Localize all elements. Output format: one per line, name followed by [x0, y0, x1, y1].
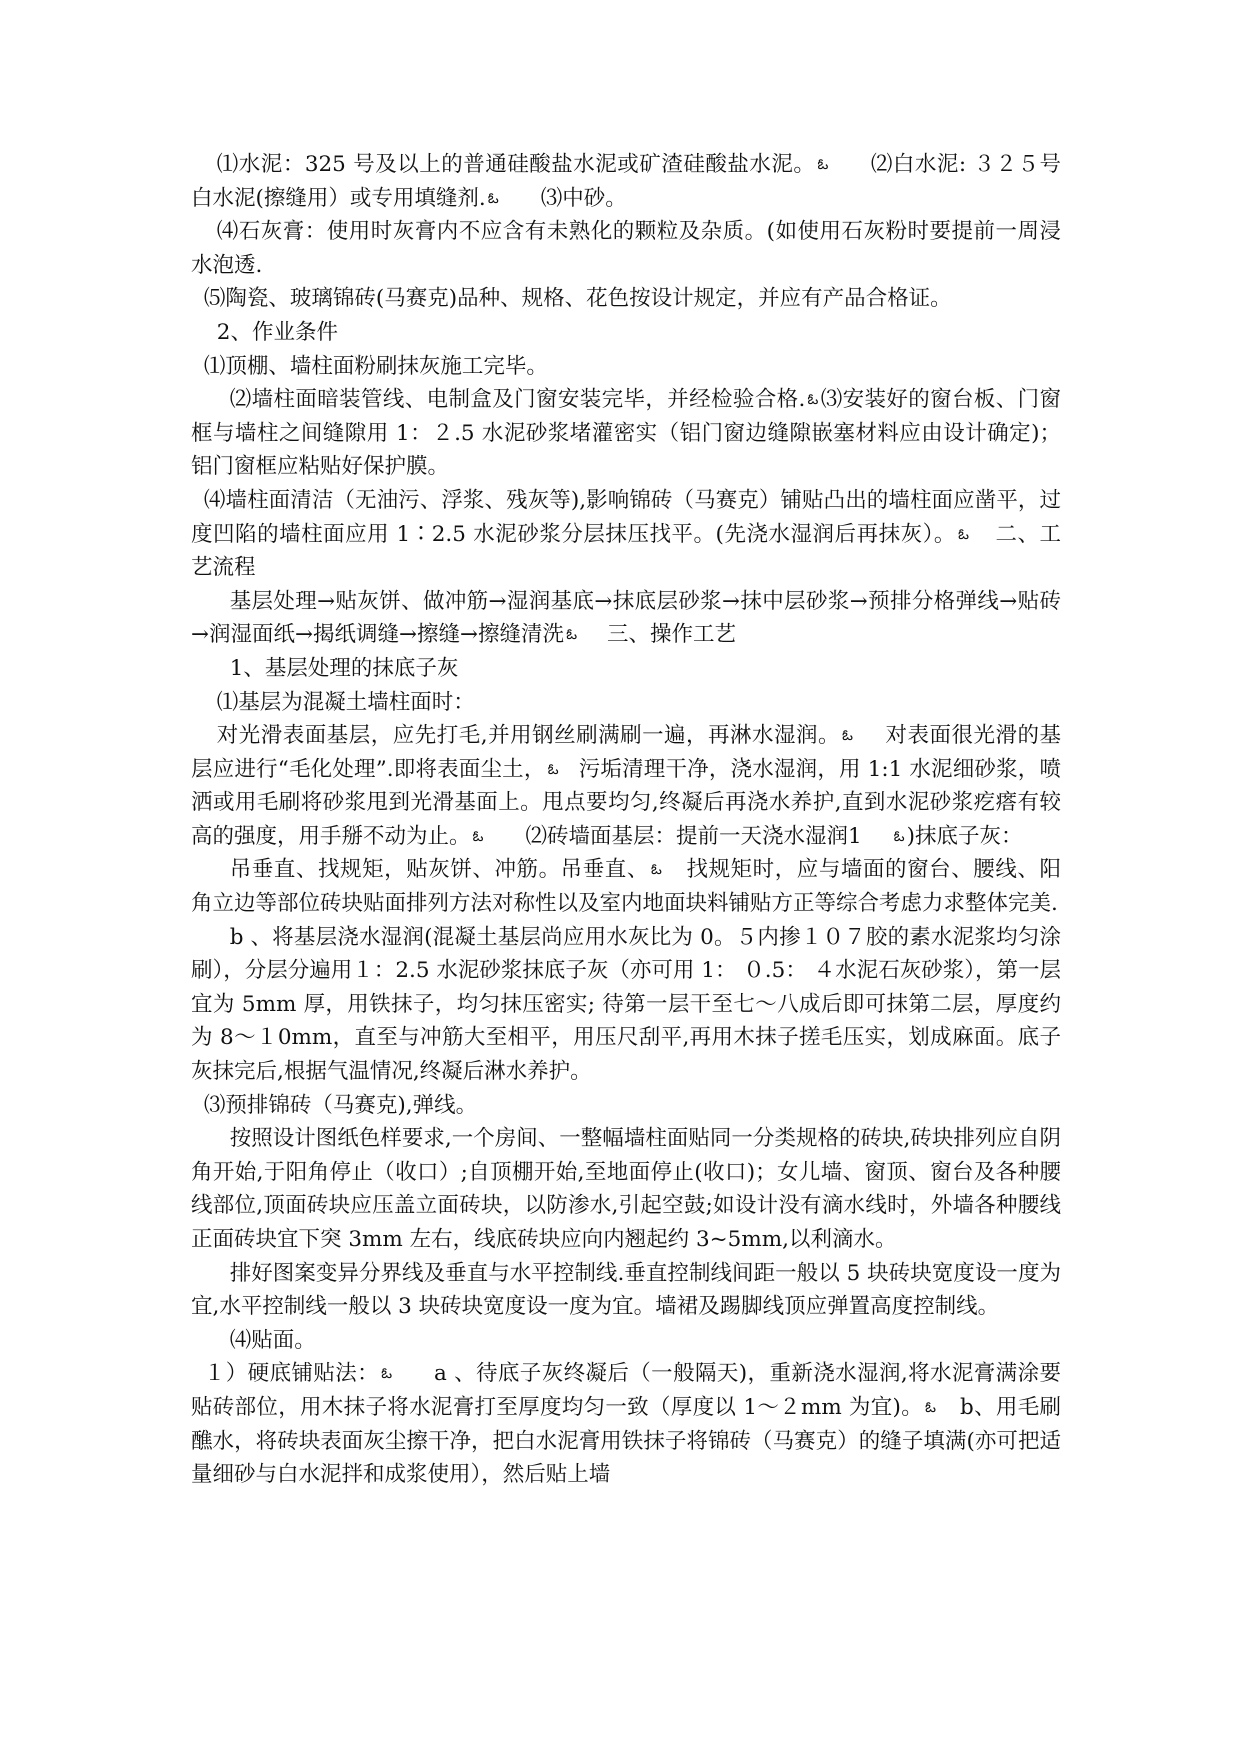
paragraph-wetting-base [191, 921, 1061, 1089]
paragraph-conditions-2 [191, 383, 1061, 484]
text-segment: ⑶安装好的窗台板、门窗框与墙柱之间缝隙用 1：２.5 水泥砂浆堵灌密实（铝门窗边缝隙嵌塞材料应由设计确定)；铝门窗框应粘贴好保护膜。 [191, 387, 1061, 480]
text-segment: ⑴基层为混凝土墙柱面时： [216, 689, 475, 715]
text-segment: ⑵砖墙面基层：提前一天浇水湿润1 [525, 823, 862, 849]
anchor-mark-icon: ఓ [547, 759, 559, 778]
text-segment: 2、作业条件 [216, 319, 338, 345]
section-heading-conditions [191, 316, 1061, 350]
text-segment: ⑶预排锦砖（马赛克),弹线。 [203, 1092, 478, 1118]
text-segment: 基层处理→贴灰饼、做冲筋→湿润基底→抹底层砂浆→抹中层砂浆→预排分格弹线→贴砖→润湿面纸→揭纸调缝→擦缝→擦缝清洗 [191, 588, 1061, 648]
text-segment: 排好图案变异分界线及垂直与水平控制线.垂直控制线间距一般以 5 块砖块宽度设一度为宜,水平控制线一般以 3 块砖块宽度设一度为宜。墙裙及踢脚线顶应弹置高度控制线。 [191, 1260, 1061, 1320]
paragraph-prearrange-rules [191, 1122, 1061, 1256]
paragraph-control-lines [191, 1257, 1061, 1324]
text-segment: ⑷墙柱面清洁（无油污、浮浆、残灰等),影响锦砖（马赛克）铺贴凸出的墙柱面应凿平，过度凹陷的墙柱面应用 1∶2.5 水泥砂浆分层抹压找平。(先浇水湿润后再抹灰）。 [191, 487, 1061, 547]
anchor-mark-icon: ఓ [472, 826, 484, 845]
anchor-mark-icon: ఓ [842, 726, 854, 745]
text-segment: ⑸陶瓷、玻璃锦砖(马赛克)品种、规格、花色按设计规定，并应有产品合格证。 [203, 286, 952, 312]
text-segment: ⑶中砂。 [540, 185, 627, 211]
text-segment: 1、基层处理的抹底子灰 [229, 655, 459, 681]
text-segment: 吊垂直、找规矩，贴灰饼、冲筋。吊垂直、 [229, 857, 649, 883]
anchor-mark-icon: ఓ [817, 155, 829, 173]
paragraph-hard-base-method [191, 1357, 1061, 1491]
text-segment: ⑵墙柱面暗装管线、电制盒及门窗安装完毕，并经检验合格. [229, 387, 806, 413]
subheading-base-treatment [191, 652, 1061, 686]
text-segment: １）硬底铺贴法： [203, 1361, 380, 1387]
text-segment: )抹底子灰： [906, 823, 1023, 849]
section-heading-process: 二、工艺流程 [191, 521, 1061, 581]
paragraph-smooth-base [191, 719, 1061, 853]
paragraph-materials-lime [191, 215, 1061, 282]
paragraph-materials-mosaic [191, 282, 1061, 316]
text-segment: 对表面很光滑的基层应进行“毛化处理”.即将表面尘土， [191, 723, 1061, 782]
text-segment: ⑴顶棚、墙柱面粉刷抹灰施工完毕。 [203, 353, 548, 379]
text-segment: 污垢清理干净，浇水湿润，用 1:1 水泥细砂浆，喷洒或用毛刷将砂浆甩到光滑基面上。甩点要均匀,终凝后再浇水养护,直到水泥砂浆疙瘩有较高的强度，用手掰不动为止。 [191, 756, 1061, 849]
text-segment: ⑵白水泥: ３２５号白水泥(擦缝用）或专用填缝剂. [191, 152, 1061, 211]
text-segment: 对光滑表面基层，应先打毛,并用钢丝刷满刷一遍，再淋水湿润。 [216, 723, 841, 749]
text-segment: b、用毛刷醮水，将砖块表面灰尘擦干净，把白水泥膏用铁抹子将锦砖（马赛克）的缝子填满(亦可把适量细砂与白水泥拌和成浆使用），然后贴上墙 [191, 1394, 1062, 1488]
paragraph-process-flow [191, 585, 1061, 652]
text-segment: 按照设计图纸色样要求,一个房间、一整幅墙柱面贴同一分类规格的砖块,砖块排列应自阴角开始,于阳角停止（收口）;自顶棚开始,至地面停止(收口)；女儿墙、窗顶、窗台及各种腰线部位,顶面砖块应压盖立面砖块，以防渗水,引起空鼓;如设计没有滴水线时，外墙各种腰线正面砖块宜下突 3mm 左右，线底砖块应向内翘起约 3~5mm,以利滴水。 [191, 1126, 1061, 1252]
paragraph-plumb-alignment [191, 853, 1061, 920]
anchor-mark-icon: ఓ [925, 1397, 936, 1416]
anchor-mark-icon: ఓ [487, 188, 499, 207]
text-segment: ⑷石灰膏：使用时灰膏内不应含有未熟化的颗粒及杂质。(如使用石灰粉时要提前一周浸水泡透. [191, 219, 1061, 278]
text-segment: ⑴水泥：325 号及以上的普通硅酸盐水泥或矿渣硅酸盐水泥。 [216, 152, 816, 177]
anchor-mark-icon: ఓ [893, 826, 905, 845]
paragraph-conditions-4 [191, 484, 1061, 585]
text-segment: a 、待底子灰终凝后（一般隔天)，重新浇水湿润,将水泥膏满涂要贴砖部位，用木抹子将水泥膏打至厚度均匀一致（厚度以 1～２mm 为宜)。 [191, 1361, 1061, 1420]
anchor-mark-icon: ఓ [957, 524, 969, 543]
paragraph-facing-heading [191, 1324, 1061, 1358]
anchor-mark-icon: ఓ [381, 1364, 393, 1383]
text-segment: ⑷贴面。 [229, 1327, 316, 1353]
paragraph-conditions-1 [191, 350, 1061, 384]
anchor-mark-icon: ఓ [807, 390, 819, 409]
section-heading-operation: 三、操作工艺 [607, 622, 737, 648]
text-segment: 找规矩时，应与墙面的窗台、腰线、阳角立边等部位砖块贴面排列方法对称性以及室内地面块料铺贴方正等综合考虑力求整体完美. [191, 857, 1061, 917]
anchor-mark-icon: ఓ [650, 860, 662, 879]
paragraph-prearrange-heading [191, 1089, 1061, 1123]
paragraph-concrete-base [191, 686, 1061, 720]
paragraph-materials-cement [191, 148, 1061, 215]
anchor-mark-icon: ఓ [566, 625, 578, 644]
document-body [191, 148, 1061, 1492]
text-segment: b 、将基层浇水湿润(混凝土基层尚应用水灰比为 0。５内掺１０７胶的素水泥浆均匀涂刷），分层分遍用１：2.5 水泥砂浆抹底子灰（亦可用 1： ０.5： ４水泥石灰砂浆），第一层宜为 5mm 厚，用铁抹子，均匀抹压密实; 待第一层干至七～八成后即可抹第二层，厚度约为 8～１0mm，直至与冲筋大至相平，用压尺刮平,再用木抹子搓毛压实，划成麻面。底子灰抹完后,根据气温情况,终凝后淋水养护。 [191, 924, 1061, 1085]
